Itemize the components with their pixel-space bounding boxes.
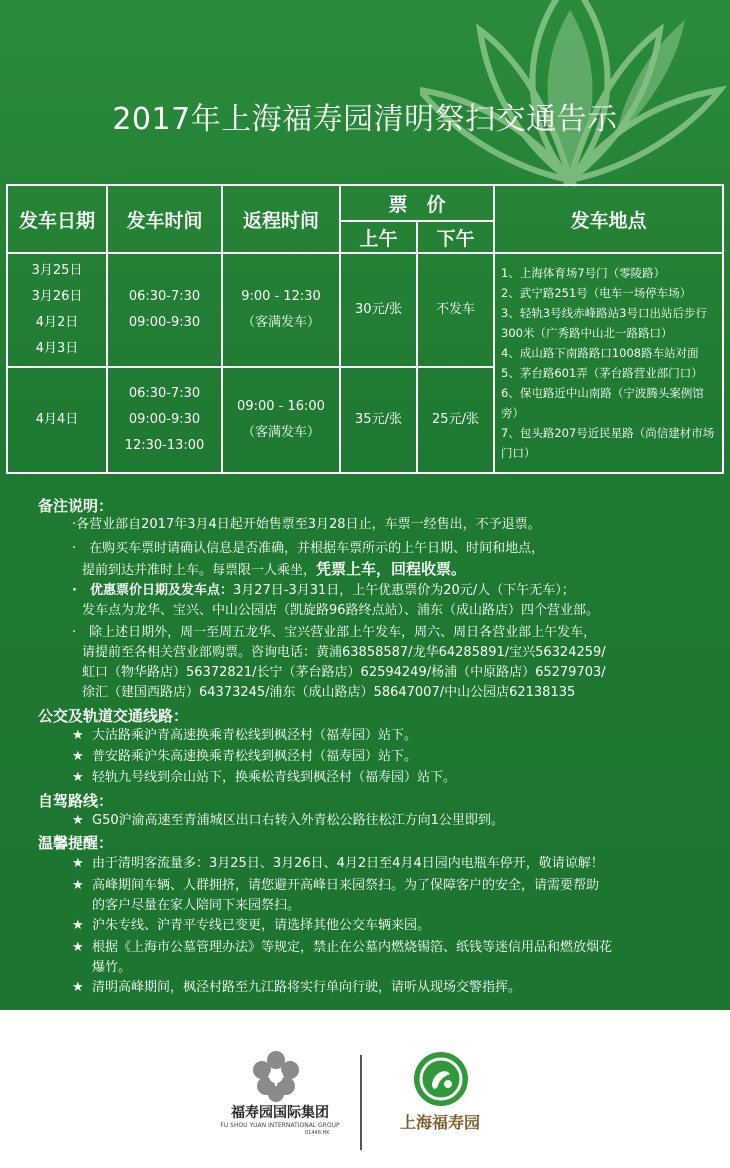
- footer-logos: [0, 1010, 730, 1168]
- tip-line: 清明高峰期间，枫泾村路至九江路将实行单向行驶，请听从现场交警指挥。: [92, 980, 522, 995]
- location-item: 2、武宁路251号（电车一场停车场）: [501, 286, 692, 300]
- transit-line: 大沽路乘沪青高速换乘青松线到枫泾村（福寿园）站下。: [92, 728, 418, 743]
- row2-return: 09:00 - 16:00 （客满发车）: [222, 367, 340, 473]
- remark-line: 发车点为龙华、宝兴、中山公园店（凯旋路96路终点站）、浦东（成山路店）四个营业部。: [82, 603, 600, 618]
- star-icon: ★: [72, 940, 84, 955]
- header-date: 发车日期: [7, 185, 107, 253]
- tips-title: 温馨提醒：: [38, 834, 114, 852]
- star-icon: ★: [72, 878, 84, 893]
- drive-line: G50沪渝高速至青浦城区出口右转入外青松公路往松江方向1公里即到。: [92, 813, 504, 828]
- remark-line: · 除上述日期外，周一至周五龙华、宝兴营业部上午发车，周六、周日各营业部上午发车，: [72, 625, 597, 640]
- tip-line: 根据《上海市公墓管理办法》等规定，禁止在公墓内燃烧锡箔、纸钱等迷信用品和燃放烟花: [92, 940, 613, 955]
- remark-line: 虹口（物华路店）56372821/长宁（茅台路店）62594249/杨浦（中原路店）65279703/: [82, 665, 606, 680]
- star-icon: ★: [72, 813, 84, 828]
- location-item: 6、保屯路近中山南路（宁波腾头案例馆旁）: [501, 386, 704, 420]
- row2-pm-price: 25元/张: [417, 367, 494, 473]
- star-icon: ★: [72, 918, 84, 933]
- tip-line: 的客户尽量在家人陪同下来园祭扫。: [92, 898, 301, 913]
- location-item: 3、轻轨3号线赤峰路站3号口出站后步行300米（广秀路中山北一路路口）: [501, 306, 707, 340]
- header-return-time: 返程时间: [222, 185, 340, 253]
- remark-line: · 在购买车票时请确认信息是否准确，并根据车票所示的上午日期、时间和地点，: [72, 541, 545, 556]
- location-item: 7、包头路207号近民星路（尚信建材市场门口）: [501, 426, 715, 460]
- remark-line: 徐汇（建国西路店）64373245/浦东（成山路店）58647007/中山公园店62138135: [82, 685, 576, 700]
- page-title: 2017年上海福寿园清明祭扫交通告示: [112, 102, 618, 137]
- remark-line: · 优惠票价日期及发车点：3月27日-3月31日，上午优惠票价为20元/人（下午无车）；: [72, 583, 575, 598]
- ticket-emphasis: 凭票上车，回程收票。: [316, 560, 467, 578]
- remark-line: ·各营业部自2017年3月4日起开始售票至3月28日止，车票一经售出，不予退票。: [72, 517, 541, 532]
- schedule-table: [6, 184, 724, 474]
- fushouyuan-group-logo-icon: [248, 1048, 304, 1104]
- table-row: [7, 253, 723, 367]
- star-icon: ★: [72, 770, 84, 785]
- remarks-title: 备注说明：: [38, 497, 114, 515]
- star-icon: ★: [72, 856, 84, 871]
- transit-line: 普安路乘沪朱高速换乘青松线到枫泾村（福寿园）站下。: [92, 749, 418, 764]
- star-icon: ★: [72, 749, 84, 764]
- location-item: 4、成山路下南路路口1008路车站对面: [501, 346, 699, 360]
- tip-line: 高峰期间车辆、人群拥挤，请您避开高峰日来园祭扫。为了保障客户的安全，请需要帮助: [92, 878, 600, 893]
- group-stock-code: 01448.HK: [305, 1130, 330, 1136]
- group-name-en: FU SHOU YUAN INTERNATIONAL GROUP: [220, 1122, 340, 1129]
- location-item: 1、上海体育场7号门（零陵路）: [501, 266, 666, 280]
- header-pm: 下午: [417, 221, 494, 253]
- tip-line: 沪朱专线、沪青平专线已变更，请选择其他公交车辆来园。: [92, 918, 431, 933]
- star-icon: ★: [72, 980, 84, 995]
- tip-line: 爆竹。: [92, 960, 132, 975]
- footer-divider: [360, 1055, 362, 1150]
- shanghai-fushouyuan-name: 上海福寿园: [399, 1113, 480, 1132]
- row2-dates: 4月4日: [7, 367, 107, 473]
- tip-line: 由于清明客流量多：3月25日、3月26日、4月2日至4月4日园内电瓶车停开，敬请谅解！: [92, 856, 604, 871]
- header-am: 上午: [340, 221, 417, 253]
- location-list: [494, 253, 723, 473]
- location-item: 5、茅台路601弄（茅台路营业部门口）: [501, 366, 703, 380]
- header-location: 发车地点: [494, 185, 723, 253]
- header-depart-time: 发车时间: [107, 185, 222, 253]
- row2-depart: 06:30-7:30 09:00-9:30 12:30-13:00: [107, 367, 222, 473]
- remark-line: 提前到达并准时上车。每票限一人乘坐，凭票上车，回程收票。: [82, 560, 467, 578]
- row1-return: 9:00 - 12:30 （客满发车）: [222, 253, 340, 367]
- row1-am-price: 30元/张: [340, 253, 417, 367]
- row1-depart: 06:30-7:30 09:00-9:30: [107, 253, 222, 367]
- row2-am-price: 35元/张: [340, 367, 417, 473]
- discount-label: · 优惠票价日期及发车点：: [72, 583, 233, 598]
- drive-title: 自驾路线：: [38, 792, 114, 810]
- remark-line: 请提前至各相关营业部购票。咨询电话：黄浦63858587/龙华64285891/宝兴56324259/: [82, 645, 606, 660]
- transit-line: 轻轨九号线到佘山站下，换乘松青线到枫泾村（福寿园）站下。: [92, 770, 457, 785]
- star-icon: ★: [72, 728, 84, 743]
- transit-title: 公交及轨道交通线路：: [38, 707, 189, 725]
- header-price: 票 价: [340, 185, 494, 221]
- shanghai-fushouyuan-logo-icon: [412, 1050, 470, 1108]
- group-name: 福寿园国际集团: [231, 1105, 329, 1121]
- row1-pm-price: 不发车: [417, 253, 494, 367]
- row1-dates: 3月25日 3月26日 4月2日 4月3日: [7, 253, 107, 367]
